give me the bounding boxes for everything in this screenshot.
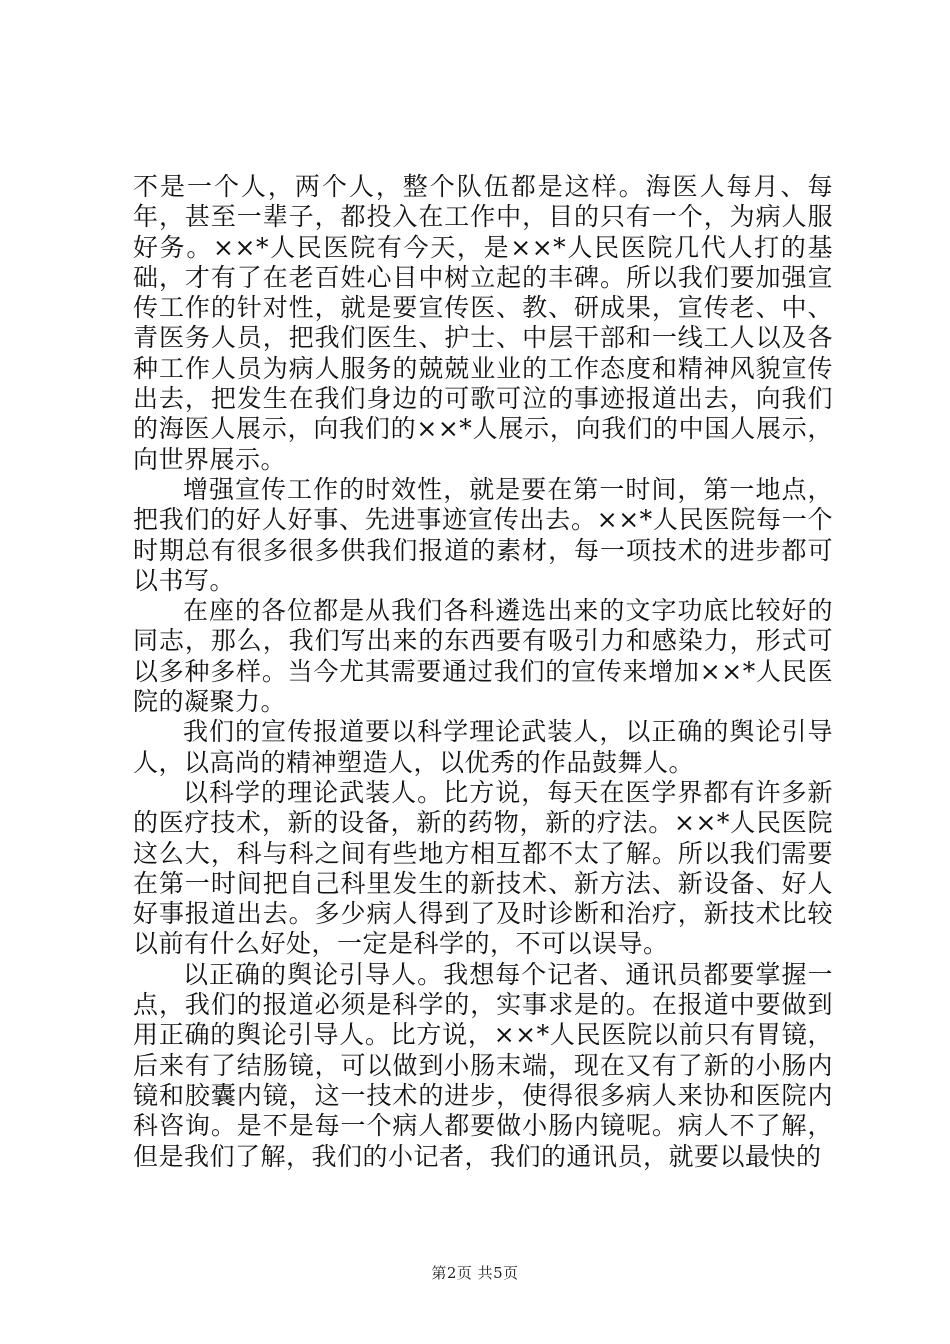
paragraph: 增强宣传工作的时效性，就是要在第一时间，第一地点，把我们的好人好事、先进事迹宣传出去。××*人民医院每一个时期总有很多很多供我们报道的素材，每一项技术的进步都可以书写。	[133, 474, 833, 595]
paragraph: 以科学的理论武装人。比方说，每天在医学界都有许多新的医疗技术，新的设备，新的药物，新的疗法。××*人民医院这么大，科与科之间有些地方相互都不太了解。所以我们需要在第一时间把自己科里发生的新技术、新方法、新设备、好人好事报道出去。多少病人得到了及时诊断和治疗，新技术比较以前有什么好处，一定是科学的，不可以误导。	[133, 777, 833, 959]
paragraph: 在座的各位都是从我们各科遴选出来的文字功底比较好的同志，那么，我们写出来的东西要有吸引力和感染力，形式可以多种多样。当今尤其需要通过我们的宣传来增加××*人民医院的凝聚力。	[133, 596, 833, 717]
paragraph: 以正确的舆论引导人。我想每个记者、通讯员都要掌握一点，我们的报道必须是科学的，实事求是的。在报道中要做到用正确的舆论引导人。比方说，××*人民医院以前只有胃镜，后来有了结肠镜，可以做到小肠末端，现在又有了新的小肠内镜和胶囊内镜，这一技术的进步，使得很多病人来协和医院内科咨询。是不是每一个病人都要做小肠内镜呢。病人不了解，但是我们了解，我们的小记者，我们的通讯员，就要以最快的	[133, 959, 833, 1171]
document-body	[133, 172, 833, 1172]
page-number: 第2页 共5页	[431, 1264, 519, 1282]
paragraph-continued: 不是一个人，两个人，整个队伍都是这样。海医人每月、每年，甚至一辈子，都投入在工作中，目的只有一个，为病人服好务。××*人民医院有今天，是××*人民医院几代人打的基础，才有了在老百姓心目中树立起的丰碑。所以我们要加强宣传工作的针对性，就是要宣传医、教、研成果，宣传老、中、青医务人员，把我们医生、护士、中层干部和一线工人以及各种工作人员为病人服务的兢兢业业的工作态度和精神风貌宣传出去，把发生在我们身边的可歌可泣的事迹报道出去，向我们的海医人展示，向我们的××*人展示，向我们的中国人展示，向世界展示。	[133, 172, 833, 474]
paragraph: 我们的宣传报道要以科学理论武装人，以正确的舆论引导人，以高尚的精神塑造人，以优秀的作品鼓舞人。	[133, 717, 833, 777]
